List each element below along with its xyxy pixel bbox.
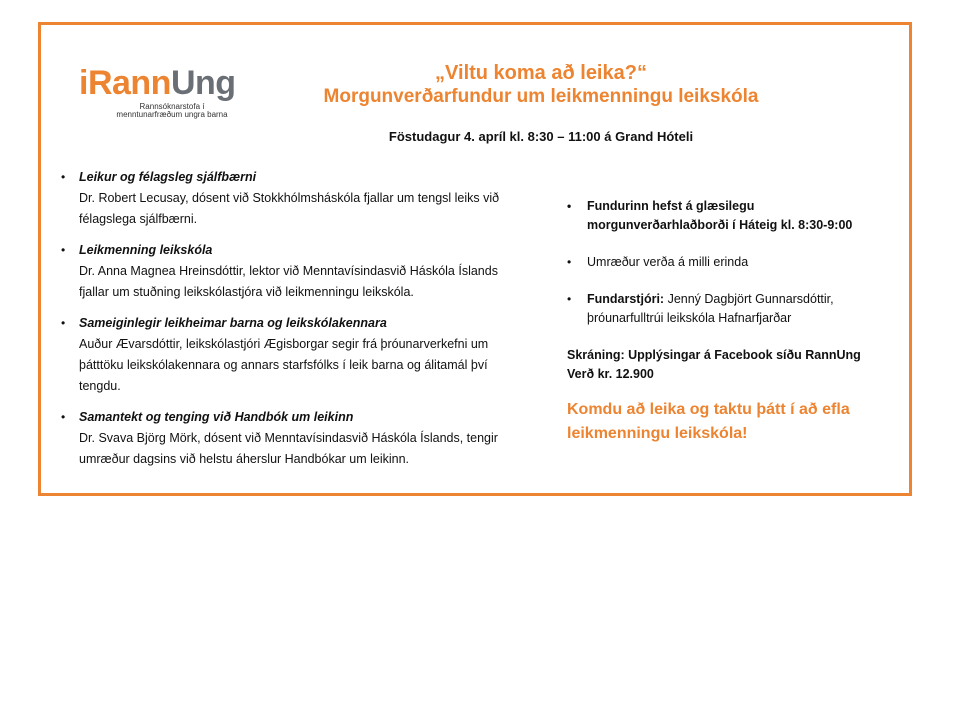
bullet-icon: • <box>61 243 66 257</box>
program-item <box>61 240 531 303</box>
event-date: Föstudagur 4. apríl kl. 8:30 – 11:00 á Grand Hóteli <box>388 129 694 144</box>
program-item <box>61 313 531 397</box>
program-item-title: Leikmenning leikskóla <box>79 243 213 257</box>
event-title-block <box>221 61 861 109</box>
registration-text: Skráning: Upplýsingar á Facebook síðu RannUng <box>567 348 861 362</box>
program-item-body: Dr. Anna Magnea Hreinsdóttir, lektor við Menntavísindasvið Háskóla Íslands fjallar um stuðning leikskólastjóra við leikmenningu leikskóla. <box>79 264 498 299</box>
info-breakfast: • Fundurinn hefst á glæsilegu morgunverðarhlaðborði í Háteig kl. 8:30-9:00 <box>567 199 853 232</box>
event-subtitle: Morgunverðarfundur um leikmenningu leikskóla <box>323 86 759 107</box>
info-chair <box>567 290 897 328</box>
bullet-icon: • <box>61 410 66 424</box>
info-discussion: • Umræður verða á milli erinda <box>567 253 897 272</box>
program-item-body: Auður Ævarsdóttir, leikskólastjóri Ægisborgar segir frá þróunarverkefni um þátttöku leikskólakennara og annars starfsfólks í leik barna og álitamál því tengdu. <box>79 337 489 393</box>
logo-subtitle: Rannsóknarstofa í menntunarfræðum ungra barna <box>116 102 228 119</box>
program-item <box>61 167 531 230</box>
bullet-icon: • <box>61 170 66 184</box>
price-text: Verð kr. 12.900 <box>567 367 654 381</box>
program-item-title: Leikur og félagsleg sjálfbærni <box>79 170 257 184</box>
flyer-frame <box>38 22 912 496</box>
bullet-icon: • <box>567 255 572 269</box>
call-to-action: Komdu að leika og taktu þátt í að efla leikmenningu leikskóla! <box>567 401 850 442</box>
program-list <box>61 167 531 480</box>
bullet-icon: • <box>61 316 66 330</box>
chair-label: Fundarstjóri: <box>587 292 665 306</box>
program-item-title: Sameiginlegir leikheimar barna og leikskólakennara <box>79 316 387 330</box>
program-item-body: Dr. Svava Björg Mörk, dósent við Menntavísindasvið Háskóla Íslands, tengir umræður dagsins við helstu áherslur Handbókar um leikinn. <box>79 431 498 466</box>
registration-block <box>567 346 897 384</box>
chair-value: Jenný Dagbjört Gunnarsdóttir, þróunarfulltrúi leikskóla Hafnarfjarðar <box>587 292 834 325</box>
logo-wordmark: iRannUng <box>79 64 236 102</box>
bullet-icon: • <box>567 199 572 213</box>
bullet-icon: • <box>567 292 572 306</box>
info-column <box>567 197 897 446</box>
program-item-body: Dr. Robert Lecusay, dósent við Stokkhólmsháskóla fjallar um tengsl leiks við félagslega sjálfbærni. <box>79 191 500 226</box>
program-item <box>61 407 531 470</box>
event-title: „Viltu koma að leika?“ <box>435 62 647 84</box>
rannung-logo <box>79 63 239 123</box>
program-item-title: Samantekt og tenging við Handbók um leikinn <box>79 410 354 424</box>
